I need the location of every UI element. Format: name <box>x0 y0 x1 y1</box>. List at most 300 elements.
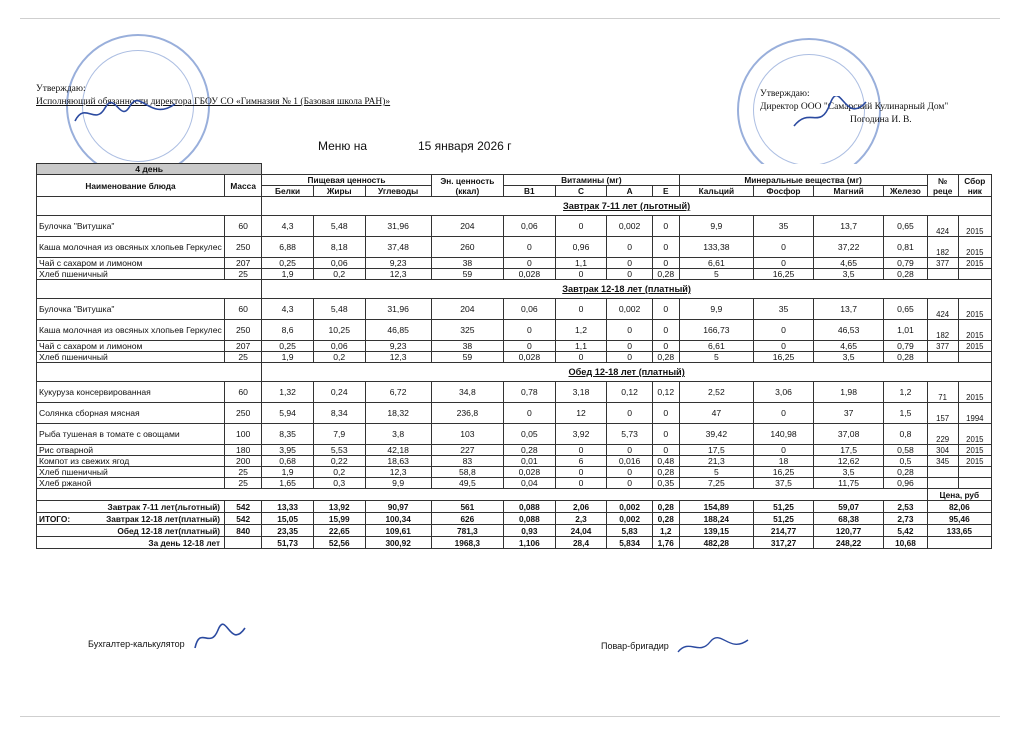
totals-cell: 13,92 <box>313 501 365 513</box>
table-row <box>37 467 992 478</box>
table-cell: 35 <box>754 299 814 320</box>
table-cell <box>927 352 958 363</box>
totals-label-text: Обед 12-18 лет(платный) <box>117 525 221 536</box>
table-cell: 166,73 <box>679 320 753 341</box>
header-vitamins: Витамины (мг) <box>504 175 680 186</box>
section-header <box>37 197 992 216</box>
table-cell: 0,05 <box>504 424 556 445</box>
table-cell: 8,35 <box>262 424 314 445</box>
table-cell: 0 <box>607 352 652 363</box>
table-cell: 0 <box>555 445 607 456</box>
totals-cell: 542 <box>225 501 262 513</box>
table-cell: 2015 <box>958 299 991 320</box>
dish-name: Хлеб пшеничный <box>37 269 225 280</box>
dish-name: Каша молочная из овсяных хлопьев Геркулес <box>37 237 225 258</box>
table-cell: 3,5 <box>813 269 883 280</box>
dish-name: Компот из свежих ягод <box>37 456 225 467</box>
table-cell <box>927 467 958 478</box>
table-cell: 37,48 <box>365 237 431 258</box>
table-cell: 0,028 <box>504 467 556 478</box>
table-cell: 0,12 <box>607 382 652 403</box>
day-total-cell: 317,27 <box>754 537 814 549</box>
table-cell: 18,63 <box>365 456 431 467</box>
totals-row <box>37 525 992 537</box>
table-cell: 60 <box>225 382 262 403</box>
totals-cell: 0,93 <box>504 525 556 537</box>
table-cell: 200 <box>225 456 262 467</box>
table-cell: 25 <box>225 269 262 280</box>
table-cell: 0 <box>652 237 679 258</box>
table-cell: 60 <box>225 299 262 320</box>
table-cell: 0 <box>754 341 814 352</box>
totals-cell: 23,35 <box>262 525 314 537</box>
approval-right-heading: Утверждаю: <box>760 89 810 99</box>
totals-cell: 781,3 <box>431 525 503 537</box>
totals-cell: 626 <box>431 513 503 525</box>
table-cell: 204 <box>431 299 503 320</box>
table-cell: 424 <box>927 299 958 320</box>
table-cell: 1,1 <box>555 258 607 269</box>
table-cell: 9,9 <box>365 478 431 489</box>
table-cell: 4,3 <box>262 216 314 237</box>
totals-cell: 542 <box>225 513 262 525</box>
table-row <box>37 403 992 424</box>
table-cell: 12 <box>555 403 607 424</box>
price-header-row <box>37 489 992 501</box>
table-cell: 0,28 <box>652 467 679 478</box>
table-cell: 6 <box>555 456 607 467</box>
table-cell: 60 <box>225 216 262 237</box>
table-cell: 46,85 <box>365 320 431 341</box>
table-cell: 0 <box>652 299 679 320</box>
price-cell: 82,06 <box>927 501 991 513</box>
totals-cell: 90,97 <box>365 501 431 513</box>
company-director-signature <box>790 96 870 136</box>
table-cell: 83 <box>431 456 503 467</box>
table-cell: 1,2 <box>555 320 607 341</box>
table-cell: 0,96 <box>555 237 607 258</box>
dish-name: Хлеб пшеничный <box>37 467 225 478</box>
table-cell: 37,5 <box>754 478 814 489</box>
header-a: A <box>607 186 652 197</box>
table-row <box>37 258 992 269</box>
totals-cell: 2,73 <box>884 513 927 525</box>
table-cell: 4,65 <box>813 341 883 352</box>
table-cell: 236,8 <box>431 403 503 424</box>
table-cell <box>927 478 958 489</box>
day-total-cell: 10,68 <box>884 537 927 549</box>
table-cell: 0,25 <box>262 258 314 269</box>
table-cell: 0,96 <box>884 478 927 489</box>
totals-cell: 59,07 <box>813 501 883 513</box>
totals-cell: 0,28 <box>652 501 679 513</box>
totals-label <box>37 513 225 525</box>
table-cell: 0,8 <box>884 424 927 445</box>
totals-cell: 0,088 <box>504 513 556 525</box>
table-cell: 1,5 <box>884 403 927 424</box>
table-cell: 0 <box>607 258 652 269</box>
table-cell: 9,9 <box>679 216 753 237</box>
totals-cell: 109,61 <box>365 525 431 537</box>
totals-cell: 24,04 <box>555 525 607 537</box>
day-total-cell: 1,106 <box>504 537 556 549</box>
price-cell: 95,46 <box>927 513 991 525</box>
itogo-label: ИТОГО: <box>39 513 71 524</box>
table-cell: 0 <box>754 237 814 258</box>
totals-cell: 120,77 <box>813 525 883 537</box>
day-total-cell: 300,92 <box>365 537 431 549</box>
header-minerals: Минеральные вещества (мг) <box>679 175 927 186</box>
header-proteins: Белки <box>262 186 314 197</box>
table-cell: 0 <box>504 403 556 424</box>
day-total-cell: 52,56 <box>313 537 365 549</box>
table-cell: 0,028 <box>504 269 556 280</box>
dish-name: Рис отварной <box>37 445 225 456</box>
table-row <box>37 478 992 489</box>
header-fats: Жиры <box>313 186 365 197</box>
price-header: Цена, руб <box>927 489 991 501</box>
table-cell: 0 <box>607 445 652 456</box>
totals-cell: 68,38 <box>813 513 883 525</box>
dish-name: Хлеб пшеничный <box>37 352 225 363</box>
table-cell: 2015 <box>958 258 991 269</box>
table-cell: 377 <box>927 341 958 352</box>
menu-title: Меню на <box>318 139 368 153</box>
table-cell: 0 <box>607 478 652 489</box>
table-cell: 100 <box>225 424 262 445</box>
table-cell: 3,92 <box>555 424 607 445</box>
table-cell: 8,34 <box>313 403 365 424</box>
table-cell: 13,7 <box>813 216 883 237</box>
table-cell: 250 <box>225 403 262 424</box>
header-recipe: № реце <box>927 175 958 197</box>
table-cell: 12,62 <box>813 456 883 467</box>
table-cell: 182 <box>927 320 958 341</box>
day-total-cell <box>225 537 262 549</box>
table-cell: 0,2 <box>313 352 365 363</box>
table-cell: 0,22 <box>313 456 365 467</box>
totals-cell: 100,34 <box>365 513 431 525</box>
table-cell: 0 <box>504 237 556 258</box>
table-cell: 6,72 <box>365 382 431 403</box>
table-cell: 21,3 <box>679 456 753 467</box>
table-cell: 1,01 <box>884 320 927 341</box>
table-cell: 0,04 <box>504 478 556 489</box>
table-cell <box>958 269 991 280</box>
header-energy: Эн. ценность (ккал) <box>431 175 503 197</box>
table-cell: 18 <box>754 456 814 467</box>
table-cell: 0 <box>607 341 652 352</box>
table-cell: 3,06 <box>754 382 814 403</box>
totals-row <box>37 513 992 525</box>
price-cell: 133,65 <box>927 525 991 537</box>
table-cell: 0 <box>652 258 679 269</box>
table-row <box>37 456 992 467</box>
table-cell: 1,98 <box>813 382 883 403</box>
table-cell: 0,48 <box>652 456 679 467</box>
table-cell: 34,8 <box>431 382 503 403</box>
table-cell: 38 <box>431 258 503 269</box>
table-cell: 157 <box>927 403 958 424</box>
table-row <box>37 445 992 456</box>
header-ca: Кальций <box>679 186 753 197</box>
table-cell <box>958 467 991 478</box>
dish-name: Булочка "Витушка" <box>37 299 225 320</box>
table-row <box>37 352 992 363</box>
totals-label-text: Завтрак 7-11 лет(льготный) <box>107 501 221 512</box>
accountant-label: Бухгалтер-калькулятор <box>88 639 185 649</box>
table-cell: 3,95 <box>262 445 314 456</box>
section-header <box>37 280 992 299</box>
table-cell: 0,78 <box>504 382 556 403</box>
table-cell: 9,23 <box>365 341 431 352</box>
dish-name: Хлеб ржаной <box>37 478 225 489</box>
dish-name: Солянка сборная мясная <box>37 403 225 424</box>
table-cell: 11,75 <box>813 478 883 489</box>
table-cell: 0,5 <box>884 456 927 467</box>
scan-line <box>20 18 1000 19</box>
totals-cell: 214,77 <box>754 525 814 537</box>
header-carbs: Углеводы <box>365 186 431 197</box>
header-collection: Сбор ник <box>958 175 991 197</box>
totals-cell: 188,24 <box>679 513 753 525</box>
table-cell: 9,23 <box>365 258 431 269</box>
table-cell: 204 <box>431 216 503 237</box>
table-cell: 5,94 <box>262 403 314 424</box>
table-cell: 2015 <box>958 456 991 467</box>
header-mass: Масса <box>225 175 262 197</box>
table-cell: 9,9 <box>679 299 753 320</box>
table-cell: 5,73 <box>607 424 652 445</box>
table-cell: 3,5 <box>813 352 883 363</box>
totals-cell: 0,28 <box>652 513 679 525</box>
table-cell: 0 <box>607 269 652 280</box>
table-cell: 42,18 <box>365 445 431 456</box>
table-cell: 25 <box>225 352 262 363</box>
table-cell: 0 <box>652 403 679 424</box>
table-cell: 6,61 <box>679 258 753 269</box>
table-cell: 37,08 <box>813 424 883 445</box>
table-cell: 5 <box>679 467 753 478</box>
header-b1: B1 <box>504 186 556 197</box>
table-cell <box>958 352 991 363</box>
totals-cell: 0,088 <box>504 501 556 513</box>
table-cell: 0,25 <box>262 341 314 352</box>
dish-name: Кукуруза консервированная <box>37 382 225 403</box>
table-cell: 0 <box>504 258 556 269</box>
totals-cell: 0,002 <box>607 501 652 513</box>
table-cell: 37,22 <box>813 237 883 258</box>
table-cell: 1,9 <box>262 269 314 280</box>
table-cell: 0,06 <box>313 341 365 352</box>
table-cell: 12,3 <box>365 467 431 478</box>
totals-cell: 840 <box>225 525 262 537</box>
table-cell: 0 <box>555 216 607 237</box>
table-cell: 2015 <box>958 320 991 341</box>
section-title: Завтрак 7-11 лет (льготный) <box>262 197 992 216</box>
approval-left-position: Исполняющий обязанности директора ГБОУ СО «Гимназия № 1 (Базовая школа РАН)» <box>36 97 391 107</box>
table-cell: 377 <box>927 258 958 269</box>
table-cell: 6,88 <box>262 237 314 258</box>
table-row <box>37 341 992 352</box>
table-cell: 0 <box>555 299 607 320</box>
table-cell: 2,52 <box>679 382 753 403</box>
totals-cell: 15,05 <box>262 513 314 525</box>
table-cell: 0 <box>504 341 556 352</box>
totals-cell: 154,89 <box>679 501 753 513</box>
table-cell: 0,28 <box>652 269 679 280</box>
table-cell: 250 <box>225 237 262 258</box>
table-cell: 0,2 <box>313 467 365 478</box>
totals-cell: 2,53 <box>884 501 927 513</box>
table-cell: 345 <box>927 456 958 467</box>
table-cell: 0 <box>555 352 607 363</box>
totals-cell: 13,33 <box>262 501 314 513</box>
table-row <box>37 269 992 280</box>
table-cell: 25 <box>225 467 262 478</box>
table-cell: 0 <box>555 269 607 280</box>
table-cell: 103 <box>431 424 503 445</box>
table-cell: 133,38 <box>679 237 753 258</box>
table-cell: 17,5 <box>679 445 753 456</box>
table-cell: 0 <box>607 403 652 424</box>
table-cell: 58,8 <box>431 467 503 478</box>
table-cell: 39,42 <box>679 424 753 445</box>
table-cell: 0,06 <box>504 216 556 237</box>
table-cell: 0 <box>652 424 679 445</box>
table-cell: 3,5 <box>813 467 883 478</box>
table-cell <box>927 269 958 280</box>
menu-date: 15 января 2026 г <box>418 139 512 153</box>
table-cell: 1,9 <box>262 467 314 478</box>
table-cell: 0,28 <box>884 352 927 363</box>
table-cell: 0,24 <box>313 382 365 403</box>
table-cell: 25 <box>225 478 262 489</box>
table-cell: 46,53 <box>813 320 883 341</box>
table-cell: 0,28 <box>652 352 679 363</box>
dish-name: Булочка "Витушка" <box>37 216 225 237</box>
table-cell: 5 <box>679 269 753 280</box>
table-cell: 12,3 <box>365 352 431 363</box>
dish-name: Чай с сахаром и лимоном <box>37 258 225 269</box>
table-cell: 207 <box>225 258 262 269</box>
table-cell: 71 <box>927 382 958 403</box>
header-nutrition: Пищевая ценность <box>262 175 431 186</box>
table-cell: 207 <box>225 341 262 352</box>
table-cell: 0,28 <box>504 445 556 456</box>
table-cell: 2015 <box>958 216 991 237</box>
table-cell: 0,002 <box>607 299 652 320</box>
table-cell: 260 <box>431 237 503 258</box>
totals-cell: 0,002 <box>607 513 652 525</box>
table-cell: 182 <box>927 237 958 258</box>
table-row <box>37 237 992 258</box>
table-cell: 35 <box>754 216 814 237</box>
table-cell: 0,06 <box>504 299 556 320</box>
header-mg: Магний <box>813 186 883 197</box>
table-cell: 8,18 <box>313 237 365 258</box>
table-cell: 1,9 <box>262 352 314 363</box>
table-cell: 2015 <box>958 237 991 258</box>
table-cell: 10,25 <box>313 320 365 341</box>
day-total-cell: 28,4 <box>555 537 607 549</box>
table-cell: 5,48 <box>313 216 365 237</box>
table-cell: 16,25 <box>754 352 814 363</box>
table-cell: 59 <box>431 269 503 280</box>
table-cell: 5,48 <box>313 299 365 320</box>
header-name: Наименование блюда <box>37 175 225 197</box>
table-cell: 6,61 <box>679 341 753 352</box>
table-cell: 0,68 <box>262 456 314 467</box>
totals-cell: 22,65 <box>313 525 365 537</box>
table-cell: 0 <box>652 445 679 456</box>
table-cell: 180 <box>225 445 262 456</box>
table-cell: 0 <box>754 258 814 269</box>
cook-signature <box>674 634 752 660</box>
menu-table <box>36 163 992 549</box>
table-cell: 0 <box>555 478 607 489</box>
totals-cell: 51,25 <box>754 501 814 513</box>
table-cell: 1994 <box>958 403 991 424</box>
table-cell: 0 <box>652 341 679 352</box>
day-total-cell: 482,28 <box>679 537 753 549</box>
table-cell: 0 <box>652 216 679 237</box>
table-cell: 0 <box>754 445 814 456</box>
totals-cell: 139,15 <box>679 525 753 537</box>
table-cell: 140,98 <box>754 424 814 445</box>
day-label: 4 день <box>37 164 262 175</box>
table-cell: 0,58 <box>884 445 927 456</box>
table-cell: 1,2 <box>884 382 927 403</box>
table-cell: 12,3 <box>365 269 431 280</box>
table-cell: 0 <box>607 467 652 478</box>
header-fe: Железо <box>884 186 927 197</box>
director-signature <box>70 96 180 130</box>
table-cell: 325 <box>431 320 503 341</box>
approval-left-heading: Утверждаю: <box>36 84 86 94</box>
table-cell: 7,9 <box>313 424 365 445</box>
table-row <box>37 299 992 320</box>
table-cell: 13,7 <box>813 299 883 320</box>
totals-cell: 5,83 <box>607 525 652 537</box>
table-cell <box>958 478 991 489</box>
day-total-cell: 51,73 <box>262 537 314 549</box>
table-row <box>37 320 992 341</box>
day-total-cell: 1968,3 <box>431 537 503 549</box>
table-cell: 0,2 <box>313 269 365 280</box>
table-cell: 0 <box>555 467 607 478</box>
table-cell: 17,5 <box>813 445 883 456</box>
table-cell: 8,6 <box>262 320 314 341</box>
section-header <box>37 363 992 382</box>
totals-label <box>37 501 225 513</box>
header-p: Фосфор <box>754 186 814 197</box>
totals-cell: 2,06 <box>555 501 607 513</box>
section-title: Обед 12-18 лет (платный) <box>262 363 992 382</box>
table-cell: 37 <box>813 403 883 424</box>
table-cell: 0,35 <box>652 478 679 489</box>
totals-cell: 1,2 <box>652 525 679 537</box>
table-cell: 31,96 <box>365 216 431 237</box>
table-cell: 1,32 <box>262 382 314 403</box>
table-cell: 227 <box>431 445 503 456</box>
table-cell: 229 <box>927 424 958 445</box>
header-c: C <box>555 186 607 197</box>
totals-label-text: Завтрак 12-18 лет(платный) <box>106 513 221 524</box>
table-cell: 16,25 <box>754 467 814 478</box>
table-cell: 7,25 <box>679 478 753 489</box>
table-cell: 0,3 <box>313 478 365 489</box>
